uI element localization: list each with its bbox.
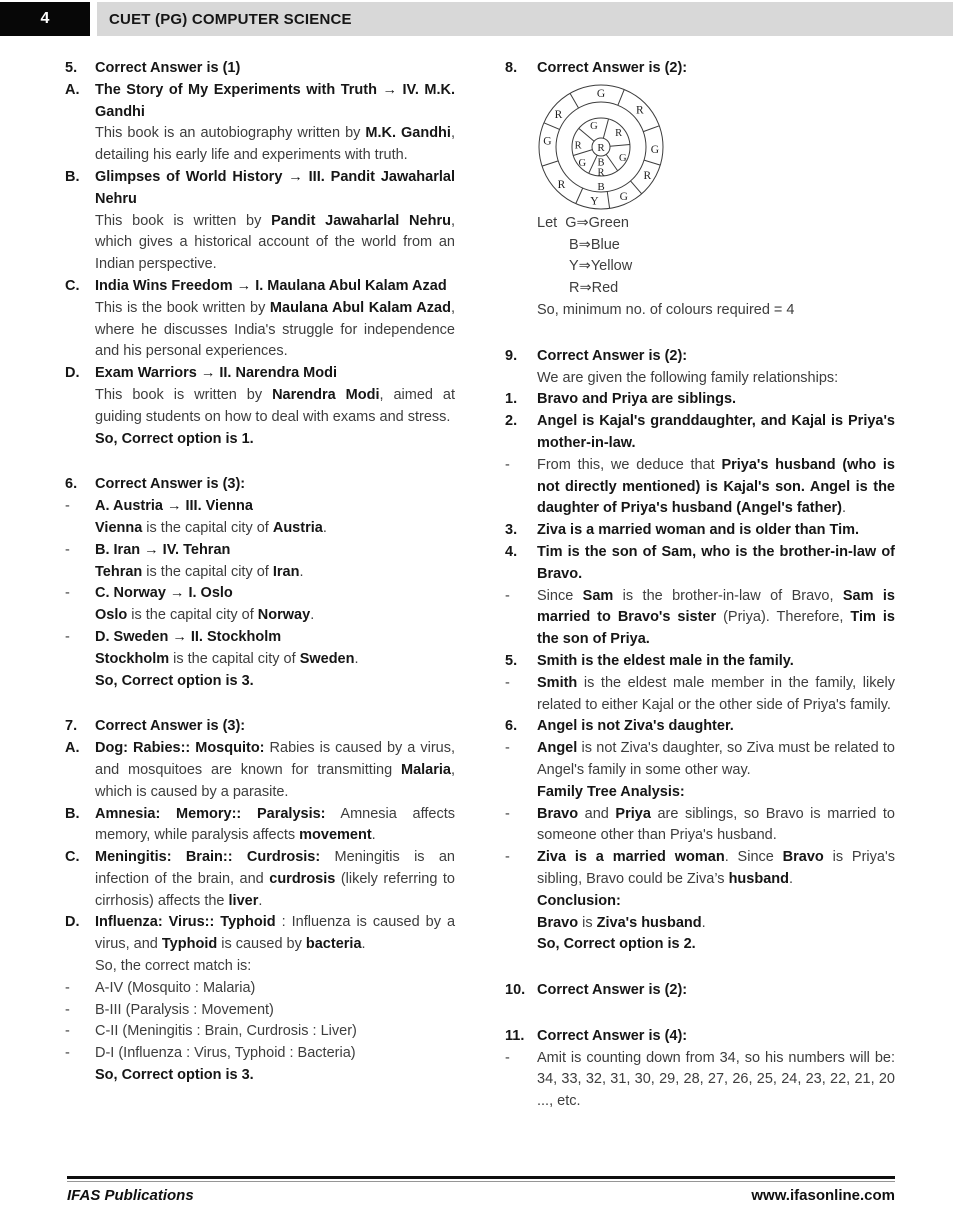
line-marker: - [505,674,510,691]
answer-line [505,256,895,278]
diagram-letter: R [636,104,644,117]
line-marker: 4. [505,543,518,560]
line-text: So, Correct option is 3. [95,1067,254,1084]
answer-line [505,58,895,80]
diagram-letter: R [597,167,605,179]
answer-line [505,651,895,673]
line-text: Bravo and Priya are siblings. [537,391,737,408]
answer-line [65,474,455,496]
footer-rule-bottom [67,1181,895,1183]
line-marker: 9. [505,347,518,364]
line-marker: 11. [505,1027,525,1044]
answer-line [505,891,895,913]
answer-line [65,363,455,385]
line-marker [65,429,95,451]
answer-line [505,542,895,586]
answer-line [505,235,895,257]
diagram-letter: R [554,108,563,121]
header-title: CUET (PG) COMPUTER SCIENCE [97,2,953,36]
line-marker [65,956,95,978]
line-marker: 7. [65,718,78,735]
line-text: Influenza: Virus:: Typhoid : Influenza is caused by a virus, and Typhoid is caused by bacteria. [95,914,456,953]
line-text: Meningitis: Brain:: Curdrosis: Meningitis is an infection of the brain, and curdrosis (likely referring to cirrhosis) affects the liver. [95,849,455,909]
answer-line [505,738,895,782]
answer-section [505,58,895,322]
answer-line [65,583,455,605]
line-text: C-II (Meningitis : Brain, Curdrosis : Liver) [95,1023,357,1040]
answer-line [65,80,455,124]
line-marker: - [505,805,510,822]
line-text: Correct Answer is (2): [537,982,688,999]
line-text: Let G⇒Green [537,214,629,231]
line-text: The Story of My Experiments with Truth → IV. M.K. Gandhi [95,81,455,120]
publisher-website: www.ifasonline.com [751,1187,895,1205]
line-text: Amit is counting down from 34, so his numbers will be: 34, 33, 32, 31, 30, 29, 28, 27, 26, 25, 24, 23, 22, 21, 20 ..., etc. [537,1049,895,1110]
line-text: So, Correct option is 1. [95,430,254,447]
line-marker: - [505,587,510,604]
answer-line [65,496,455,518]
line-text: D-I (Influenza : Virus, Typhoid : Bacteria) [95,1045,356,1062]
diagram-letter: R [615,127,623,139]
diagram-letter: R [574,140,582,152]
line-marker [65,671,95,693]
line-marker: C. [65,277,80,294]
answer-line [505,213,895,235]
page-number: 4 [0,2,90,36]
line-text: Glimpses of World History → III. Pandit Jawaharlal Nehru [95,168,455,207]
line-text: B-III (Paralysis : Movement) [95,1001,274,1018]
line-text: R⇒Red [569,280,619,297]
line-marker [65,385,95,429]
answer-line [65,123,455,167]
line-marker: - [65,585,70,602]
answer-line [505,520,895,542]
answer-line [505,847,895,891]
answer-line [65,540,455,562]
answer-line [505,300,895,322]
line-text: Correct Answer is (3): [95,476,246,493]
line-marker: A. [65,81,80,98]
line-marker: C. [65,849,80,866]
diagram-letter: B [597,157,605,169]
footer-row [67,1187,895,1204]
line-text: Angel is not Ziva's daughter. [537,718,734,735]
diagram-letter: R [643,169,652,182]
answer-line [65,518,455,540]
answer-line [505,586,895,651]
line-marker [505,934,537,956]
line-text: Tehran is the capital city of Iran. [95,563,304,580]
diagram-letter: G [590,120,598,132]
line-marker [505,300,537,322]
line-text: We are given the following family relationships: [537,369,839,386]
line-marker [505,782,537,804]
line-text: Angel is Kajal's granddaughter, and Kajal is Priya's mother-in-law. [537,413,895,451]
answer-line [505,455,895,520]
line-marker: B. [65,168,80,185]
answer-section [65,716,455,1087]
line-text: Correct Answer is (4): [537,1027,688,1044]
answer-line [65,429,455,451]
line-text: India Wins Freedom → I. Maulana Abul Kalam Azad [95,277,447,294]
right-column [505,58,895,1113]
answer-line [505,346,895,368]
line-text: So, Correct option is 3. [95,672,254,689]
answer-line [505,980,895,1002]
line-text: Dog: Rabies:: Mosquito: Rabies is caused by a virus, and mosquitoes are known for transmitting Malaria, which is caused by a parasite. [95,740,455,800]
answer-line [505,782,895,804]
diagram-letter: R [557,178,566,191]
answer-section [505,980,895,1002]
answer-line [505,1048,895,1113]
line-text: This book is written by Pandit Jawaharlal Nehru, which gives a historical account of the world from an Indian perspective. [95,212,455,273]
answer-line [505,673,895,717]
line-marker: 10. [505,982,526,999]
line-text: Amnesia: Memory:: Paralysis: Amnesia affects memory, while paralysis affects movement. [95,805,456,844]
line-text: Correct Answer is (1) [95,60,241,76]
left-column [65,58,455,1113]
line-marker: - [505,849,510,866]
diagram-letter: G [543,135,552,148]
answer-line [505,804,895,848]
line-text: Correct Answer is (2): [537,347,688,364]
line-text: Smith is the eldest male member in the family, likely related to either Kajal or the other side of Priya's family. [537,674,895,713]
line-text: So, Correct option is 2. [537,936,696,953]
colour-wheel-diagram [537,83,665,211]
line-marker: 6. [65,476,78,493]
line-marker: D. [65,914,80,931]
line-marker: B. [65,805,80,822]
line-marker: - [65,1023,70,1040]
answer-line [65,716,455,738]
answer-section [505,1026,895,1113]
line-marker: 2. [505,413,518,430]
answer-line [65,385,455,429]
line-marker: - [65,628,70,645]
answer-line [65,738,455,803]
line-marker: 5. [65,60,78,76]
line-marker: - [505,1049,510,1066]
line-marker [505,213,537,235]
line-text: B⇒Blue [569,236,620,253]
answer-line [65,847,455,912]
line-marker [65,1065,95,1087]
answer-section [65,474,455,692]
answer-line [505,716,895,738]
line-text: D. Sweden → II. Stockholm [95,628,282,645]
line-marker: - [65,979,70,996]
publisher-name: IFAS Publications [67,1187,194,1205]
line-text: Ziva is a married woman. Since Bravo is Priya's sibling, Bravo could be Ziva’s husband. [537,849,895,887]
answer-section [65,58,455,450]
answer-line [65,1065,455,1087]
line-marker [505,891,537,913]
answer-section [505,346,895,956]
answer-line [65,912,455,956]
answer-line [65,562,455,584]
content-area [65,58,895,1113]
line-text: Y⇒Yellow [569,258,633,275]
page-header [0,2,953,36]
diagram-letter: G [650,143,660,156]
answer-line [505,368,895,390]
line-text: Since Sam is the brother-in-law of Bravo, Sam is married to Bravo's sister (Priya). Therefore, Tim is the son of Priya. [537,587,895,648]
answer-line [65,58,455,80]
line-marker [65,605,95,627]
diagram-letter: G [578,157,587,169]
diagram-letter: R [597,141,605,154]
line-text: Vienna is the capital city of Austria. [95,519,327,536]
line-marker [505,913,537,935]
line-marker: 8. [505,60,518,76]
line-marker: 6. [505,718,518,735]
line-text: C. Norway → I. Oslo [95,585,233,602]
answer-line [65,671,455,693]
answer-line [65,978,455,1000]
diagram-letter: B [597,180,605,193]
footer-rule-top [67,1176,895,1179]
answer-line [65,627,455,649]
answer-line [505,389,895,411]
line-marker: 3. [505,522,518,539]
line-text: This is the book written by Maulana Abul Kalam Azad, where he discusses India's struggle for independence and his personal experiences. [95,299,455,360]
answer-line [65,1000,455,1022]
answer-line [505,411,895,455]
answer-line [65,276,455,298]
line-text: Tim is the son of Sam, who is the brother-in-law of Bravo. [537,543,895,582]
line-text: Bravo and Priya are siblings, so Bravo is married to someone other than Priya's husband. [537,805,895,844]
line-text: This book is written by Narendra Modi, aimed at guiding students on how to deal with exams and stress. [95,386,456,425]
line-marker [505,278,537,300]
diagram-row [505,83,895,211]
line-text: So, the correct match is: [95,958,252,975]
line-text: B. Iran → IV. Tehran [95,541,231,558]
line-marker [65,649,95,671]
page-footer [67,1176,895,1204]
line-marker: - [65,498,70,515]
diagram-letter: G [596,87,606,100]
line-marker: 5. [505,652,518,669]
line-marker: A. [65,740,80,757]
line-text: Correct Answer is (2): [537,60,688,76]
line-text: Smith is the eldest male in the family. [537,652,794,669]
line-text: So, minimum no. of colours required = 4 [537,301,795,318]
answer-line [505,913,895,935]
answer-line [505,278,895,300]
answer-line [65,605,455,627]
line-marker: - [65,1001,70,1018]
line-text: This book is an autobiography written by M.K. Gandhi, detailing his early life and experiments with truth. [95,125,455,164]
line-marker [65,562,95,584]
line-marker: 1. [505,391,518,408]
answer-line [505,1026,895,1048]
line-marker [65,211,95,276]
line-marker [65,518,95,540]
answer-line [65,649,455,671]
line-text: A. Austria → III. Vienna [95,498,253,515]
line-text: Bravo is Ziva's husband. [537,914,706,931]
line-marker [505,256,537,278]
line-marker: - [505,456,510,473]
diagram-letter: G [619,190,628,203]
answer-line [65,1021,455,1043]
answer-line [505,934,895,956]
answer-line [65,298,455,363]
line-text: Conclusion: [537,892,621,909]
line-marker: - [65,541,70,558]
answer-line [65,211,455,276]
line-text: Oslo is the capital city of Norway. [95,607,315,624]
answer-line [65,804,455,848]
line-text: From this, we deduce that Priya's husband (who is not directly mentioned) is Kajal's son. Angel is the daughter of Priya's husband (Angel's father). [537,456,896,517]
line-text: Correct Answer is (3): [95,718,246,735]
line-marker [505,83,537,211]
line-text: A-IV (Mosquito : Malaria) [95,979,256,996]
answer-line [65,956,455,978]
line-marker: - [65,1045,70,1062]
diagram-letter: G [618,152,627,164]
line-marker [65,298,95,363]
line-text: Angel is not Ziva's daughter, so Ziva must be related to Angel's family in some other way. [537,740,895,778]
answer-line [65,1043,455,1065]
line-marker: D. [65,365,80,382]
line-text: Ziva is a married woman and is older than Tim. [537,522,860,539]
line-marker [65,123,95,167]
line-text: Stockholm is the capital city of Sweden. [95,650,359,667]
diagram-letter: Y [590,195,599,208]
answer-line [65,167,455,211]
line-marker [505,235,537,257]
line-text: Family Tree Analysis: [537,783,685,800]
line-marker: - [505,740,510,757]
line-marker [505,368,537,390]
line-text: Exam Warriors → II. Narendra Modi [95,365,337,382]
